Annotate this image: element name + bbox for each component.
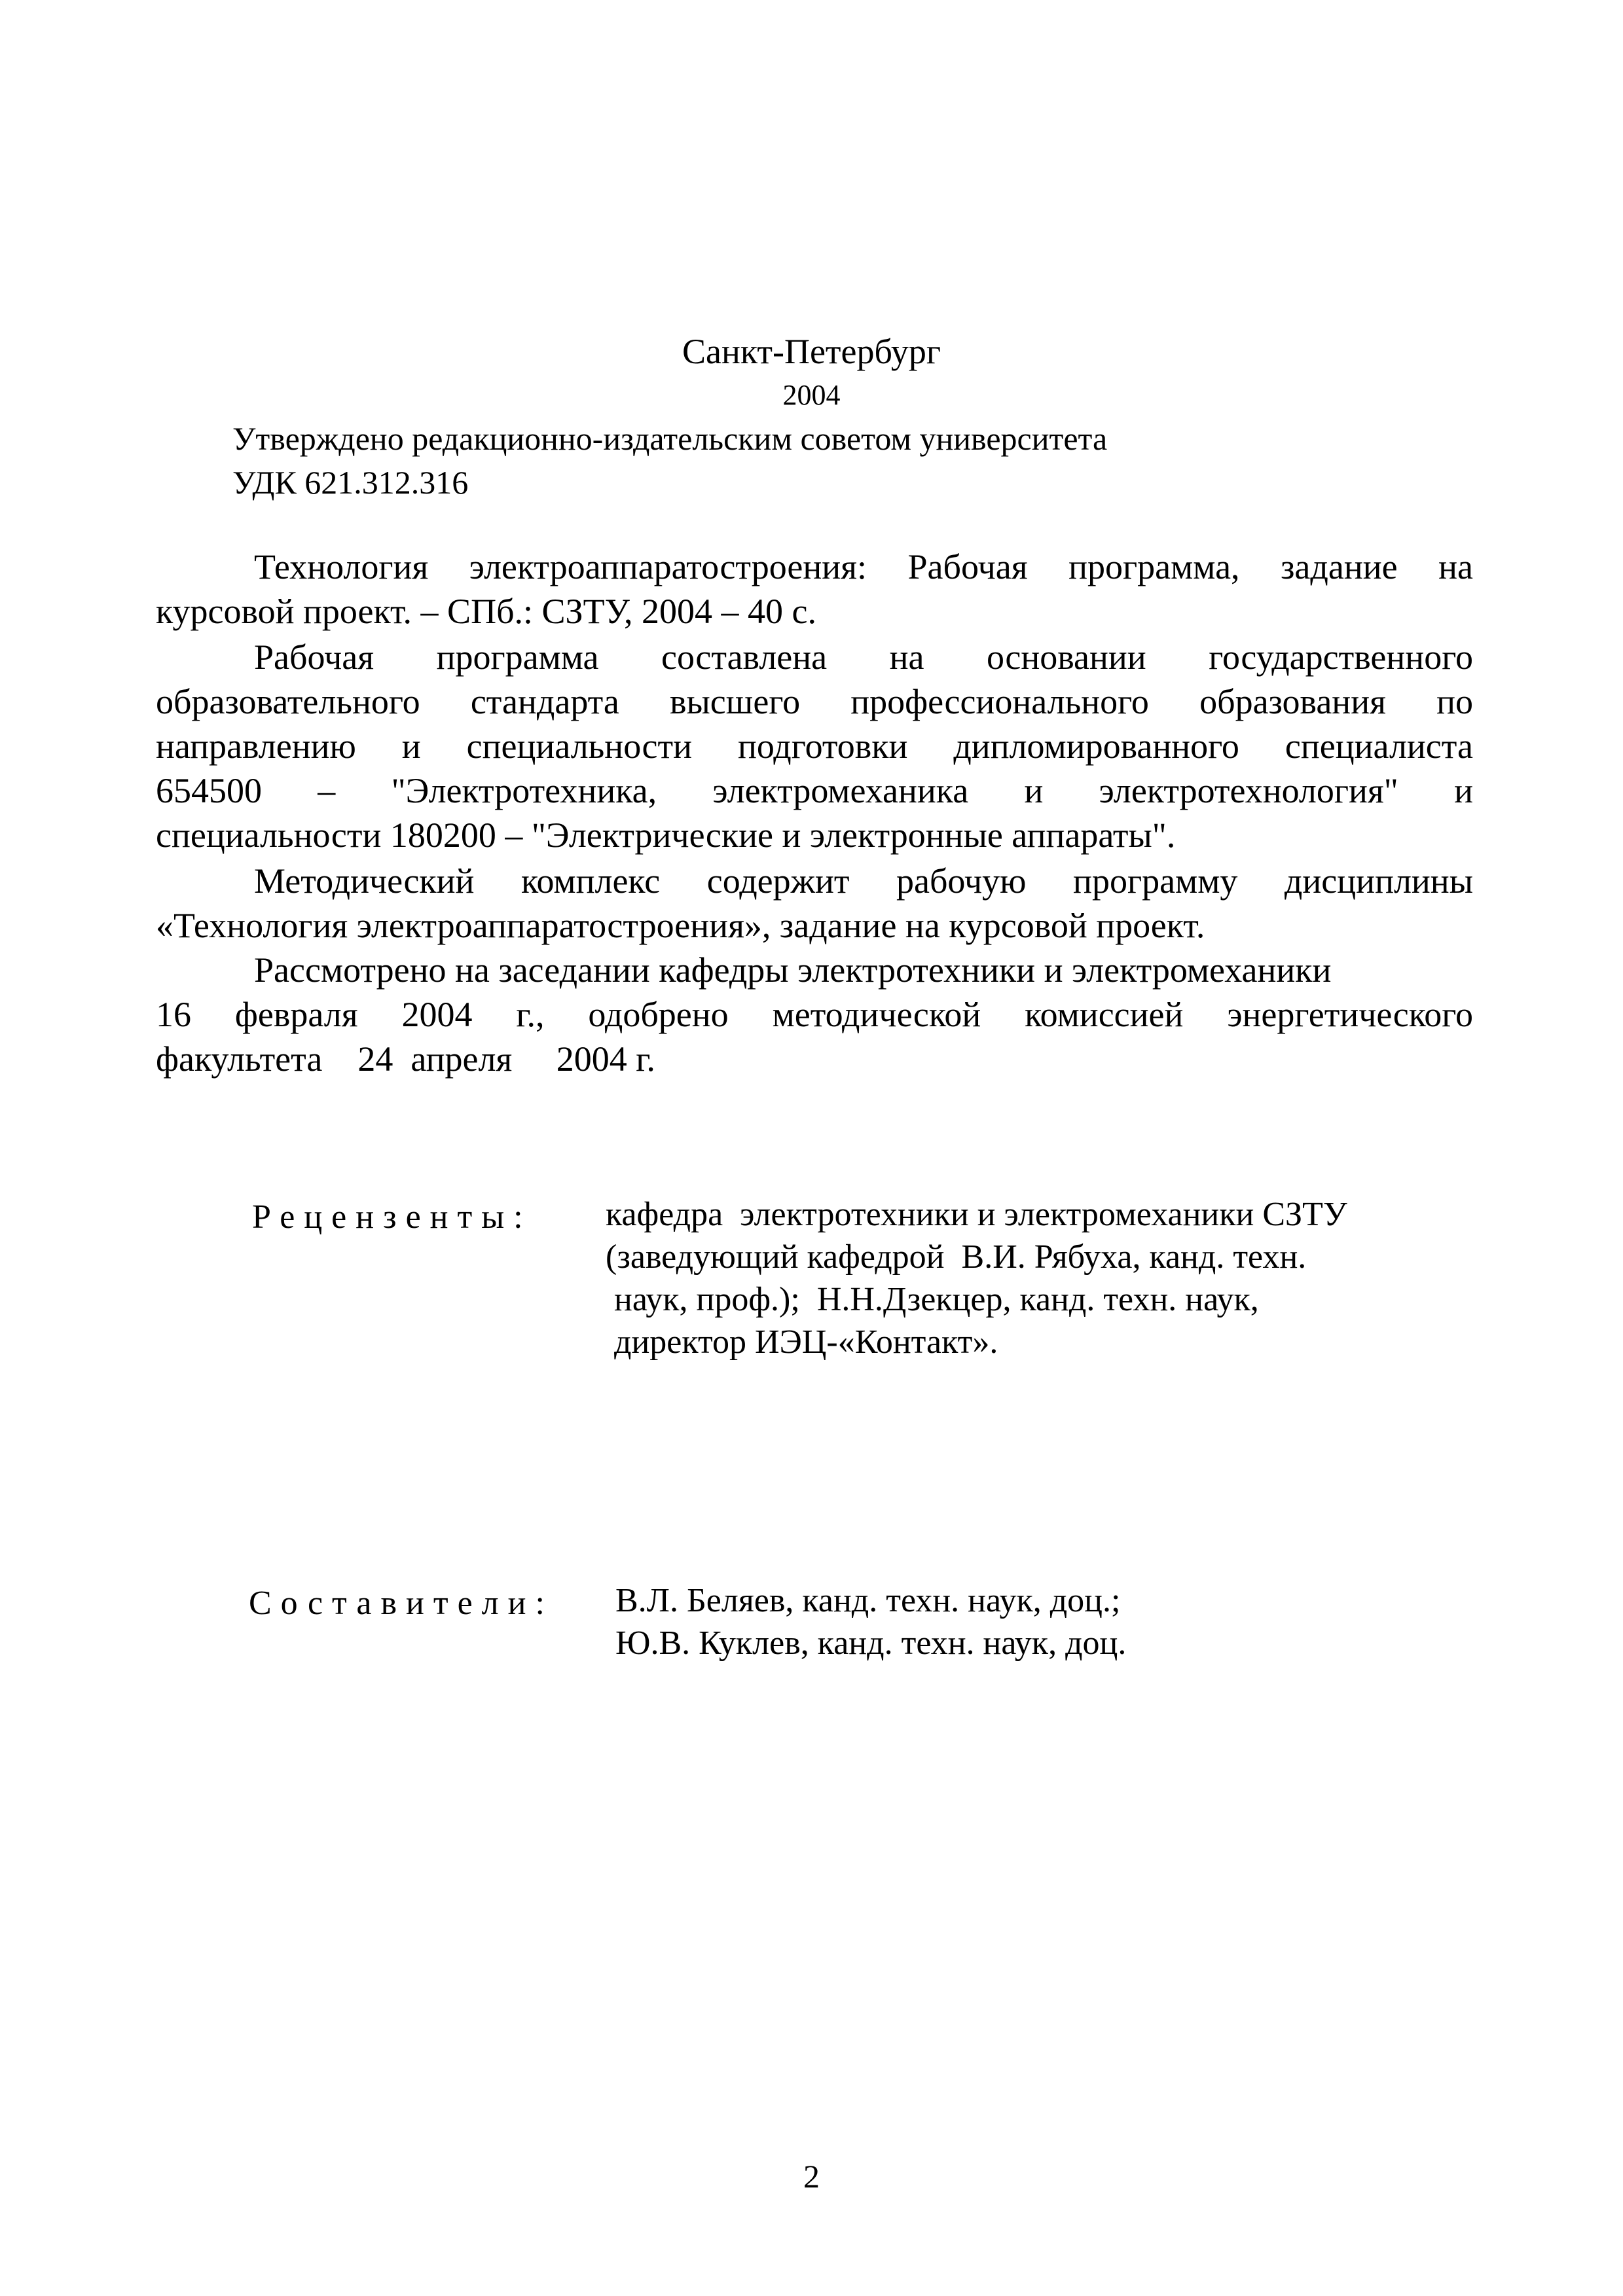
- complex-contents-paragraph: [156, 859, 1473, 948]
- paragraph-line: «Технология электроаппаратостроения», задание на курсовой проект.: [156, 906, 1205, 945]
- paragraph-line: Рабочая программа составлена на основании государственного: [254, 637, 1473, 677]
- paragraph-line: Технология электроаппаратостроения: Рабочая программа, задание на: [254, 547, 1473, 586]
- paragraph-line: образовательного стандарта высшего профессионального образования по: [156, 682, 1473, 721]
- paragraph-line: факультета 24 апреля 2004 г.: [156, 1039, 655, 1079]
- year-title: 2004: [782, 379, 841, 411]
- reviewer-line: директор ИЭЦ-«Контакт».: [606, 1323, 998, 1361]
- compilers-list: [615, 1579, 1126, 1664]
- compiler-line: Ю.В. Куклев, канд. техн. наук, доц.: [615, 1624, 1127, 1662]
- paragraph-line: курсовой проект. – СПб.: СЗТУ, 2004 – 40 с.: [156, 592, 816, 631]
- paragraph-line: 16 февраля 2004 г., одобрено методической комиссией энергетического: [156, 995, 1473, 1034]
- paragraph-line: Методический комплекс содержит рабочую программу дисциплины: [254, 861, 1473, 901]
- reviewer-line: наук, проф.); Н.Н.Дзекцер, канд. техн. наук,: [606, 1281, 1259, 1318]
- paragraph-line: специальности 180200 – "Электрические и электронные аппараты".: [156, 816, 1176, 855]
- paragraph-line: Рассмотрено на заседании кафедры электротехники и электромеханики: [254, 950, 1332, 990]
- compiler-line: В.Л. Беляев, канд. техн. наук, доц.;: [615, 1582, 1121, 1619]
- bibliographic-paragraph: [156, 545, 1473, 634]
- city-title: Санкт-Петербург: [682, 332, 941, 371]
- udk-code: УДК 621.312.316: [232, 464, 469, 501]
- program-basis-paragraph: [156, 635, 1473, 857]
- reviewer-line: (заведующий кафедрой В.И. Рябуха, канд. техн.: [606, 1238, 1307, 1276]
- compilers-label: Составители:: [249, 1585, 554, 1622]
- reviewers-label: Рецензенты:: [252, 1198, 532, 1236]
- reviewers-list: [606, 1193, 1347, 1363]
- paragraph-line: направлению и специальности подготовки дипломированного специалиста: [156, 726, 1473, 766]
- page-number: 2: [803, 2158, 820, 2195]
- approval-note: Утверждено редакционно-издательским советом университета: [232, 420, 1108, 457]
- approval-paragraph: [156, 948, 1473, 1081]
- reviewer-line: кафедра электротехники и электромеханики СЗТУ: [606, 1196, 1347, 1233]
- paragraph-line: 654500 – "Электротехника, электромеханика и электротехнология" и: [156, 771, 1473, 810]
